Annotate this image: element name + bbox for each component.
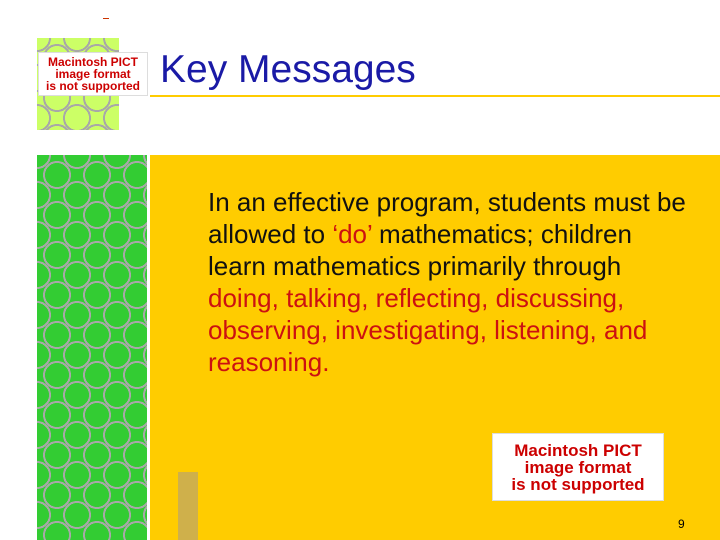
accent-bar xyxy=(178,472,198,540)
pict-line-2: image format xyxy=(55,67,131,81)
pict-placeholder-bottom xyxy=(492,433,664,501)
circle-pattern-left xyxy=(37,155,147,540)
body-text xyxy=(208,186,688,378)
page-number: 9 xyxy=(678,517,685,531)
pict-line-2: image format xyxy=(524,457,632,477)
body-text-part-1: In an effective program, students must be allowed to xyxy=(208,187,686,249)
pict-placeholder-top xyxy=(38,52,148,96)
pict-line-1: Macintosh PICT xyxy=(47,55,138,69)
title-underline xyxy=(150,95,720,97)
body-text-do: ‘do’ xyxy=(332,219,372,249)
pict-line-3: is not supported xyxy=(46,79,140,93)
body-text-part-3: mathematics; children learn mathematics primarily through xyxy=(208,219,632,281)
body-text-verbs: doing, talking, reflecting, discussing, observing, investigating, listening, and reasoning. xyxy=(208,283,648,377)
pict-line-3: is not supported xyxy=(511,474,645,494)
pict-line-1: Macintosh PICT xyxy=(514,440,642,460)
decorative-tick xyxy=(103,18,109,19)
slide-title: Key Messages xyxy=(160,48,416,91)
